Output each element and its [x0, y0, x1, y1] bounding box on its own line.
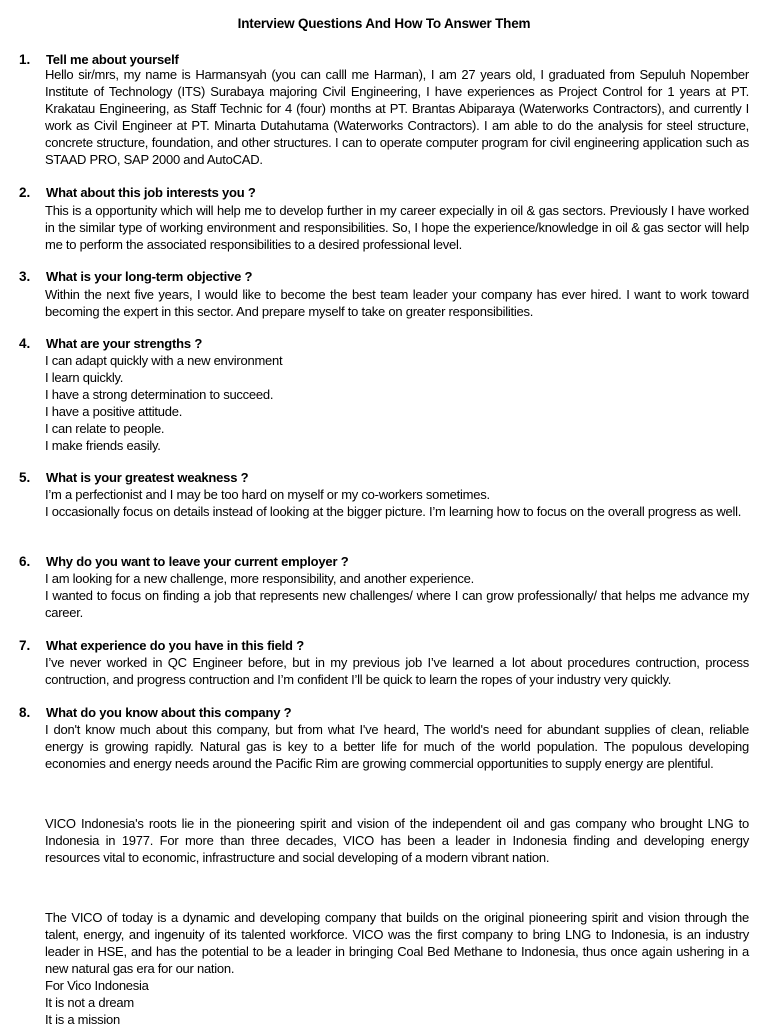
answer-body [45, 352, 749, 454]
question-number: 4. [19, 336, 31, 351]
question-number: 8. [19, 705, 31, 720]
question-number: 1. [19, 52, 31, 67]
paragraph-gap [45, 785, 749, 802]
answer-paragraph: VICO Indonesia's roots lie in the pioneering spirit and vision of the independent oil and gas company who brought LNG to Indonesia in 1977. For more than three decades, VICO has been a leader in Indonesia finding and developing energy resources vital to economic, infrastructure and social developing of a modern vibrant nation. [45, 816, 749, 865]
question-title: What is your greatest weakness ? [46, 470, 249, 485]
answer-paragraph: I have a positive attitude. [45, 404, 183, 419]
answer-body [45, 721, 749, 1028]
question-number: 7. [19, 638, 31, 653]
answer-paragraph: This is a opportunity which will help me to develop further in my career expecially in oil & gas sectors. Previously I have worked in the similar type of working environment and responsibilities. So, I hope the experience/knowledge in oil & gas sector will help me to perform the associated responsibilities to a desired professional level. [45, 203, 749, 252]
answer-body [45, 486, 749, 520]
answer-paragraph: I’m a perfectionist and I may be too hard on myself or my co-workers sometimes. [45, 487, 490, 502]
answer-paragraph: I’ve never worked in QC Engineer before, but in my previous job I’ve learned a lot about procedures contruction, process contruction, and progress contruction and I’m confident I’ll be quick to learn the ropes of your industry very quickly. [45, 655, 749, 687]
answer-paragraph: For Vico Indonesia [45, 978, 149, 993]
answer-paragraph: It is a mission [45, 1012, 120, 1027]
question-title: What are your strengths ? [46, 336, 203, 351]
answer-body [45, 66, 749, 168]
question-title: What about this job interests you ? [46, 185, 256, 200]
answer-paragraph: I make friends easily. [45, 438, 161, 453]
answer-body [45, 286, 749, 320]
question-title: Tell me about yourself [46, 52, 179, 67]
answer-body [45, 202, 749, 253]
question-title: What do you know about this company ? [46, 705, 292, 720]
answer-paragraph: I have a strong determination to succeed. [45, 387, 274, 402]
answer-paragraph: Hello sir/mrs, my name is Harmansyah (you can calll me Harman), I am 27 years old, I graduated from Sepuluh Nopember Institute of Technology (ITS) Surabaya majoring Civil Engineering, I have experiences as Project Control for 1 years at PT. Krakatau Engineering, as Staff Technic for 4 (four) months at PT. Brantas Abiparaya (Waterworks Contractors), and currently I work as Civil Engineer at PT. Minarta Dutahutama (Waterworks Contractors). I am able to do the analysis for steel structure, concrete structure, foundation, and other structures. I can to operate computer program for civil engineering application such as STAAD PRO, SAP 2000 and AutoCAD. [45, 67, 749, 167]
question-title: Why do you want to leave your current employer ? [46, 554, 349, 569]
answer-paragraph: The VICO of today is a dynamic and developing company that builds on the original pioneering spirit and vision through the talent, energy, and ingenuity of its talented workforce. VICO was the first company to bring LNG to Indonesia, is an industry leader in HSE, and has the potential to be a leader in bringing Coal Bed Methane to Indonesia, thus once again ushering in a new natural gas era for our nation. [45, 910, 749, 976]
question-number: 6. [19, 554, 31, 569]
answer-body [45, 654, 749, 688]
answer-paragraph: It is not a dream [45, 995, 134, 1010]
answer-body [45, 570, 749, 621]
question-number: 2. [19, 185, 31, 200]
answer-paragraph: I am looking for a new challenge, more responsibility, and another experience. [45, 571, 475, 586]
question-number: 5. [19, 470, 31, 485]
question-number: 3. [19, 269, 31, 284]
answer-paragraph: I can adapt quickly with a new environment [45, 353, 283, 368]
answer-paragraph: I learn quickly. [45, 370, 124, 385]
question-title: What experience do you have in this field ? [46, 638, 304, 653]
answer-paragraph: I can relate to people. [45, 421, 165, 436]
document-title: Interview Questions And How To Answer Them [237, 16, 531, 31]
answer-paragraph: I don't know much about this company, but from what I've heard, The world's need for abundant supplies of clean, reliable energy is growing rapidly. Natural gas is key to a better life for much of the world population. The populous developing economies and energy needs around the Pacific Rim are growing commercial opportunities to supply energy are plentiful. [45, 722, 749, 771]
question-title: What is your long-term objective ? [46, 269, 253, 284]
answer-paragraph: I occasionally focus on details instead of looking at the bigger picture. I’m learning how to focus on the overall progress as well. [45, 504, 742, 519]
paragraph-gap [45, 879, 749, 896]
answer-paragraph: Within the next five years, I would like to become the best team leader your company has ever hired. I want to work toward becoming the expert in this sector. And prepare myself to take on greater responsibilities. [45, 287, 749, 319]
answer-paragraph: I wanted to focus on finding a job that represents new challenges/ where I can grow professionally/ that helps me advance my career. [45, 588, 749, 620]
